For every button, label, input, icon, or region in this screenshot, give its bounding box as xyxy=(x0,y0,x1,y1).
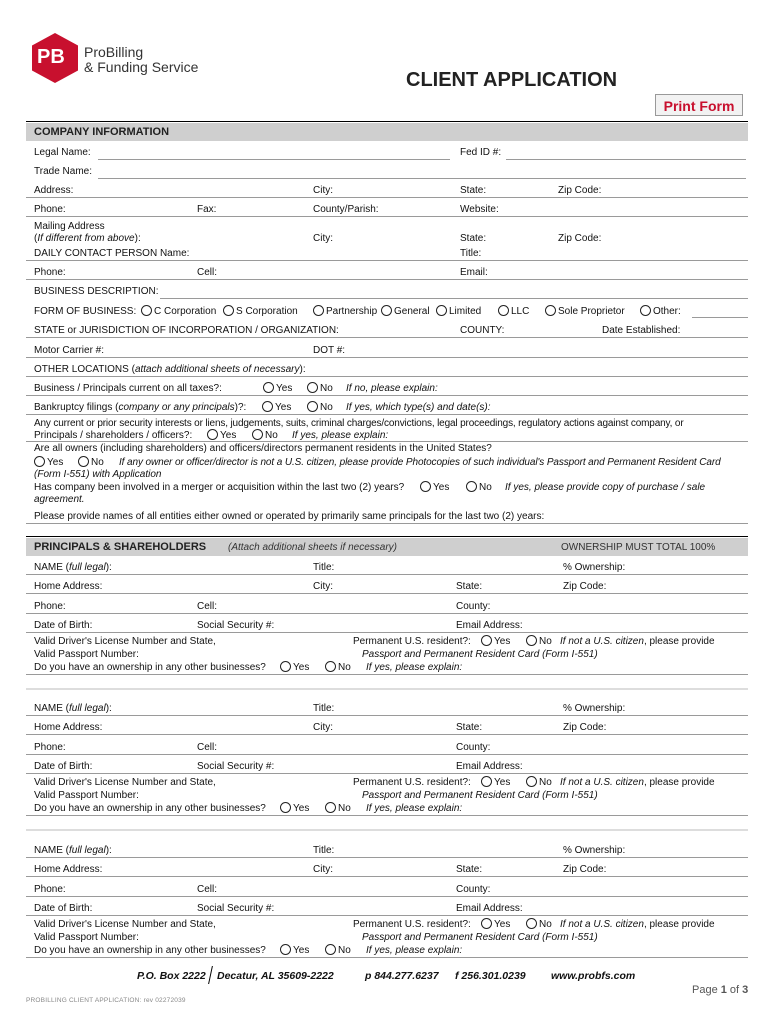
passport-card-note: Passport and Permanent Resident Card (Form I-551) xyxy=(362,932,598,943)
security-yes-label: Yes xyxy=(220,430,237,441)
taxes-question: Business / Principals current on all taxes?: xyxy=(34,383,222,394)
radio-sole-proprietor[interactable] xyxy=(545,305,556,316)
security-explain-label: If yes, please explain: xyxy=(292,430,389,441)
zip-label: Zip Code: xyxy=(563,581,607,592)
option-limited: Limited xyxy=(449,306,482,317)
owners-residency-question: Are all owners (including shareholders) and officers/directors permanent residents in the United States? xyxy=(34,443,492,454)
passport-card-note: Passport and Permanent Resident Card (Form I-551) xyxy=(362,790,598,801)
business-description-label: BUSINESS DESCRIPTION: xyxy=(34,286,159,297)
other-locations-field[interactable] xyxy=(26,376,748,377)
logo-text: PB xyxy=(37,46,65,68)
address-label: Address: xyxy=(34,185,74,196)
zip-label: Zip Code: xyxy=(558,185,602,196)
security-question-cont: Principals / shareholders / officers?: xyxy=(34,430,193,441)
license-label: Valid Driver's License Number and State, xyxy=(34,777,216,788)
passport-label: Valid Passport Number: xyxy=(34,649,139,660)
contact-phone-label: Phone: xyxy=(34,267,66,278)
owners-yes-label: Yes xyxy=(47,457,64,468)
radio-other-business-no[interactable] xyxy=(325,661,336,672)
owners-no-label: No xyxy=(91,457,104,468)
ownership-label: % Ownership: xyxy=(563,703,626,714)
mailing-address-label: Mailing Address xyxy=(34,221,105,232)
company-section-bar xyxy=(26,123,748,141)
radio-resident-yes[interactable] xyxy=(481,918,492,929)
title-label: Title: xyxy=(313,562,335,573)
radio-c-corporation[interactable] xyxy=(141,305,152,316)
radio-other-business-yes[interactable] xyxy=(280,661,291,672)
other-locations-label: OTHER LOCATIONS (attach additional sheets of necessary): xyxy=(34,364,306,375)
radio-general[interactable] xyxy=(381,305,392,316)
city-label: City: xyxy=(313,185,333,196)
ownership-label: % Ownership: xyxy=(563,562,626,573)
page-indicator: Page 1 of 3 xyxy=(692,984,749,996)
other-business-yes: Yes xyxy=(293,662,310,673)
footer-slash xyxy=(208,966,213,984)
fed-id-field[interactable] xyxy=(506,159,746,160)
not-citizen-note: If not a U.S. citizen, please provide xyxy=(560,919,715,930)
bankruptcy-question: Bankruptcy filings (company or any principals)?: xyxy=(34,402,247,413)
trade-name-label: Trade Name: xyxy=(34,166,92,177)
legal-name-field[interactable] xyxy=(98,159,450,160)
radio-merger-yes[interactable] xyxy=(420,481,431,492)
radio-resident-no[interactable] xyxy=(526,776,537,787)
phone-row-field[interactable] xyxy=(26,216,748,217)
attach-note: (Attach additional sheets if necessary) xyxy=(228,542,397,553)
ssn-label: Social Security #: xyxy=(197,620,275,631)
footer-fax: f 256.301.0239 xyxy=(455,970,526,982)
form-of-business-label: FORM OF BUSINESS: xyxy=(34,306,137,317)
home-address-label: Home Address: xyxy=(34,864,103,875)
dob-row-field[interactable] xyxy=(26,773,748,774)
name-label: NAME (full legal): xyxy=(34,562,112,573)
ownership-total-note: OWNERSHIP MUST TOTAL 100% xyxy=(561,542,716,553)
other-business-question: Do you have an ownership in any other businesses? xyxy=(34,803,266,814)
section-title: COMPANY INFORMATION xyxy=(34,126,170,138)
explain-label: If yes, please explain: xyxy=(366,662,463,673)
county-label: County: xyxy=(456,601,491,612)
option-sole-proprietor: Sole Proprietor xyxy=(558,306,625,317)
radio-owners-no[interactable] xyxy=(78,456,89,467)
resident-question: Permanent U.S. resident?: xyxy=(353,919,471,930)
entities-question: Please provide names of all entities either owned or operated by primarily same principals for the last two (2) years: xyxy=(34,511,545,522)
city-label: City: xyxy=(313,722,333,733)
merger-yes-label: Yes xyxy=(433,482,450,493)
print-form-button[interactable]: Print Form xyxy=(655,94,743,116)
trade-name-field[interactable] xyxy=(98,178,746,179)
name-row-field[interactable] xyxy=(26,574,748,575)
license-label: Valid Driver's License Number and State, xyxy=(34,919,216,930)
county-parish-label: County/Parish: xyxy=(313,204,379,215)
contact-title-label: Title: xyxy=(460,248,482,259)
dob-row-field[interactable] xyxy=(26,915,748,916)
email-label: Email Address: xyxy=(456,761,523,772)
not-citizen-note: If not a U.S. citizen, please provide xyxy=(560,777,715,788)
mailing-city-label: City: xyxy=(313,233,333,244)
state-jurisdiction-label: STATE or JURISDICTION OF INCORPORATION / ORGANIZATION: xyxy=(34,325,339,336)
cell-label: Cell: xyxy=(197,742,218,753)
radio-partnership[interactable] xyxy=(313,305,324,316)
contact-cell-label: Cell: xyxy=(197,267,218,278)
option-general: General xyxy=(394,306,430,317)
footer-po-box: P.O. Box 2222 xyxy=(137,970,206,982)
address-row-field[interactable] xyxy=(26,734,748,735)
radio-limited[interactable] xyxy=(436,305,447,316)
home-address-label: Home Address: xyxy=(34,581,103,592)
phone-label: Phone: xyxy=(34,742,66,753)
mailing-zip-label: Zip Code: xyxy=(558,233,602,244)
mailing-state-label: State: xyxy=(460,233,487,244)
license-label: Valid Driver's License Number and State, xyxy=(34,636,216,647)
ssn-label: Social Security #: xyxy=(197,903,275,914)
fed-id-label: Fed ID #: xyxy=(460,147,502,158)
resident-question: Permanent U.S. resident?: xyxy=(353,636,471,647)
county-label: County: xyxy=(456,742,491,753)
other-business-question: Do you have an ownership in any other businesses? xyxy=(34,945,266,956)
radio-other[interactable] xyxy=(640,305,651,316)
dob-label: Date of Birth: xyxy=(34,620,93,631)
revision-note: PROBILLING CLIENT APPLICATION: rev 02272039 xyxy=(26,997,186,1004)
resident-yes: Yes xyxy=(494,777,511,788)
motor-carrier-row-field[interactable] xyxy=(26,357,748,358)
owners-note-cont: (Form I-551) with Application xyxy=(34,469,162,480)
other-business-yes: Yes xyxy=(293,945,310,956)
county-label: COUNTY: xyxy=(460,325,505,336)
resident-yes: Yes xyxy=(494,919,511,930)
footer-website: www.probfs.com xyxy=(551,970,636,982)
county-label: County: xyxy=(456,884,491,895)
brand-tagline: & Funding Service xyxy=(84,59,199,75)
divider xyxy=(26,536,748,537)
date-established-label: Date Established: xyxy=(602,325,681,336)
name-label: NAME (full legal): xyxy=(34,845,112,856)
phone-label: Phone: xyxy=(34,601,66,612)
fax-label: Fax: xyxy=(197,204,217,215)
radio-resident-yes[interactable] xyxy=(481,635,492,646)
brand-name: ProBilling xyxy=(84,44,144,60)
option-llc: LLC xyxy=(511,306,530,317)
security-question: Any current or prior security interests or liens, judgements, suits, criminal charges/convictions, legal proceedings, regulatory actions against company, or xyxy=(34,418,684,429)
address-row-field[interactable] xyxy=(26,876,748,877)
radio-security-yes[interactable] xyxy=(207,429,218,440)
business-description-field[interactable] xyxy=(160,298,748,299)
address-row-field[interactable] xyxy=(26,593,748,594)
state-label: State: xyxy=(460,185,487,196)
radio-security-no[interactable] xyxy=(252,429,263,440)
radio-taxes-no[interactable] xyxy=(307,382,318,393)
principals-section-bar xyxy=(26,538,748,556)
radio-s-corporation[interactable] xyxy=(223,305,234,316)
radio-other-business-yes[interactable] xyxy=(280,802,291,813)
explain-field[interactable] xyxy=(26,957,748,958)
radio-owners-yes[interactable] xyxy=(34,456,45,467)
other-business-no: No xyxy=(338,662,351,673)
radio-bankruptcy-yes[interactable] xyxy=(262,401,273,412)
radio-other-business-yes[interactable] xyxy=(280,944,291,955)
state-label: State: xyxy=(456,864,483,875)
dob-row-field[interactable] xyxy=(26,632,748,633)
explain-field[interactable] xyxy=(26,815,748,816)
block-separator xyxy=(26,688,748,690)
taxes-row-field[interactable] xyxy=(26,395,748,396)
email-label: Email Address: xyxy=(456,620,523,631)
daily-contact-label: DAILY CONTACT PERSON Name: xyxy=(34,248,190,259)
passport-label: Valid Passport Number: xyxy=(34,790,139,801)
radio-merger-no[interactable] xyxy=(466,481,477,492)
city-label: City: xyxy=(313,581,333,592)
other-business-no: No xyxy=(338,803,351,814)
title-label: Title: xyxy=(313,845,335,856)
other-business-question: Do you have an ownership in any other businesses? xyxy=(34,662,266,673)
resident-no: No xyxy=(539,919,552,930)
phone-row-field[interactable] xyxy=(26,754,748,755)
home-address-label: Home Address: xyxy=(34,722,103,733)
page-title: CLIENT APPLICATION xyxy=(406,69,618,91)
explain-label: If yes, please explain: xyxy=(366,803,463,814)
mailing-address-note: (If different from above): xyxy=(34,233,141,244)
address-row-field[interactable] xyxy=(26,197,748,198)
not-citizen-note: If not a U.S. citizen, please provide xyxy=(560,636,715,647)
merger-question: Has company been involved in a merger or acquisition within the last two (2) years? xyxy=(34,482,405,493)
explain-field[interactable] xyxy=(26,674,748,675)
name-row-field[interactable] xyxy=(26,715,748,716)
taxes-yes-label: Yes xyxy=(276,383,293,394)
bankruptcy-no-label: No xyxy=(320,402,333,413)
name-row-field[interactable] xyxy=(26,857,748,858)
ownership-label: % Ownership: xyxy=(563,845,626,856)
contact-row-field[interactable] xyxy=(26,260,748,261)
footer-phone: p 844.277.6237 xyxy=(365,970,439,982)
radio-resident-yes[interactable] xyxy=(481,776,492,787)
bankruptcy-yes-label: Yes xyxy=(275,402,292,413)
passport-label: Valid Passport Number: xyxy=(34,932,139,943)
option-s-corporation: S Corporation xyxy=(236,306,298,317)
phone-label: Phone: xyxy=(34,204,66,215)
radio-other-business-no[interactable] xyxy=(325,944,336,955)
contact-phone-row-field[interactable] xyxy=(26,279,748,280)
phone-row-field[interactable] xyxy=(26,613,748,614)
dot-label: DOT #: xyxy=(313,345,346,356)
radio-resident-no[interactable] xyxy=(526,918,537,929)
divider xyxy=(26,121,748,122)
legal-name-label: Legal Name: xyxy=(34,147,91,158)
state-label: State: xyxy=(456,581,483,592)
option-c-corporation: C Corporation xyxy=(154,306,217,317)
resident-no: No xyxy=(539,777,552,788)
radio-llc[interactable] xyxy=(498,305,509,316)
zip-label: Zip Code: xyxy=(563,864,607,875)
entities-field[interactable] xyxy=(26,523,748,524)
email-label: Email Address: xyxy=(456,903,523,914)
footer-city: Decatur, AL 35609-2222 xyxy=(217,970,334,982)
merger-note: If yes, please provide copy of purchase / sale xyxy=(505,482,706,493)
security-row-field[interactable] xyxy=(26,441,748,442)
bankruptcy-explain-label: If yes, which type(s) and date(s): xyxy=(346,402,491,413)
other-field[interactable] xyxy=(692,317,748,318)
merger-note-cont: agreement. xyxy=(34,494,85,505)
phone-label: Phone: xyxy=(34,884,66,895)
city-label: City: xyxy=(313,864,333,875)
resident-yes: Yes xyxy=(494,636,511,647)
security-no-label: No xyxy=(265,430,278,441)
radio-other-business-no[interactable] xyxy=(325,802,336,813)
passport-card-note: Passport and Permanent Resident Card (Form I-551) xyxy=(362,649,598,660)
option-partnership: Partnership xyxy=(326,306,378,317)
resident-question: Permanent U.S. resident?: xyxy=(353,777,471,788)
motor-carrier-label: Motor Carrier #: xyxy=(34,345,105,356)
explain-label: If yes, please explain: xyxy=(366,945,463,956)
block-separator xyxy=(26,829,748,831)
title-label: Title: xyxy=(313,703,335,714)
zip-label: Zip Code: xyxy=(563,722,607,733)
taxes-no-label: No xyxy=(320,383,333,394)
taxes-explain-label: If no, please explain: xyxy=(346,383,438,394)
option-other: Other: xyxy=(653,306,681,317)
state-label: State: xyxy=(456,722,483,733)
cell-label: Cell: xyxy=(197,884,218,895)
cell-label: Cell: xyxy=(197,601,218,612)
section-title: PRINCIPALS & SHAREHOLDERS xyxy=(34,541,207,553)
name-label: NAME (full legal): xyxy=(34,703,112,714)
dob-label: Date of Birth: xyxy=(34,761,93,772)
merger-no-label: No xyxy=(479,482,492,493)
dob-label: Date of Birth: xyxy=(34,903,93,914)
jurisdiction-row-field[interactable] xyxy=(26,337,748,338)
radio-resident-no[interactable] xyxy=(526,635,537,646)
resident-no: No xyxy=(539,636,552,647)
phone-row-field[interactable] xyxy=(26,896,748,897)
other-business-no: No xyxy=(338,945,351,956)
contact-email-label: Email: xyxy=(460,267,488,278)
ssn-label: Social Security #: xyxy=(197,761,275,772)
radio-taxes-yes[interactable] xyxy=(263,382,274,393)
website-label: Website: xyxy=(460,204,499,215)
owners-note: If any owner or officer/director is not a U.S. citizen, please provide Photocopies of such individual's Passport and Permanent Resident Card xyxy=(119,457,721,468)
radio-bankruptcy-no[interactable] xyxy=(307,401,318,412)
bankruptcy-row-field[interactable] xyxy=(26,414,748,415)
other-business-yes: Yes xyxy=(293,803,310,814)
